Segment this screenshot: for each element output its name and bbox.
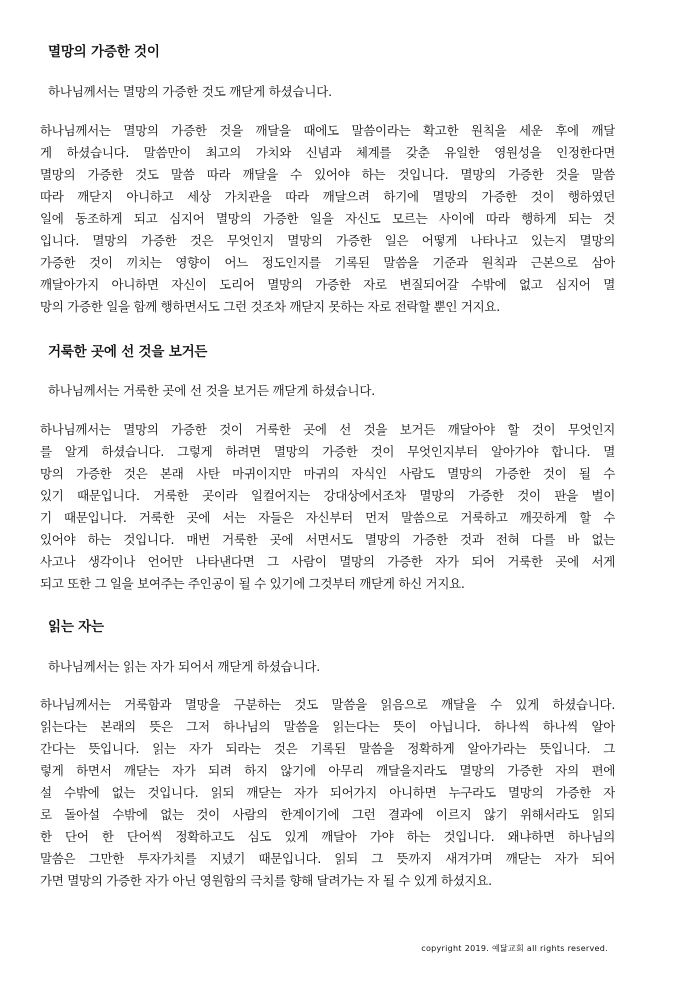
paragraph-line: 로 돌아설 수밖에 없는 것이 사람의 한계이기에 그런 결과에 이르지 않기 위해서라도 읽되: [40, 807, 615, 822]
paragraph-line: 일에 동조하게 되고 심지어 멸망의 가증한 일을 자신도 모르는 사이에 따라 행하게 되는 것: [40, 211, 615, 226]
paragraph-line: 깨달아가지 아니하면 자신이 도리어 멸망의 가증한 자로 변질되어갈 수밖에 없고 심지어 멸: [40, 277, 615, 292]
paragraph-line: 읽는다는 본래의 뜻은 그저 하나님의 말씀을 읽는다는 뜻이 아닙니다. 하나씩 하나씩 알아: [40, 719, 615, 734]
paragraph-line: 설 수밖에 없는 것입니다. 읽되 깨닫는 자가 되어가지 아니하면 누구라도 멸망의 가증한 자: [40, 785, 615, 800]
section-paragraph-2: [40, 419, 615, 595]
section-paragraph-3: [40, 694, 615, 892]
section-heading-3: 읽는 자는: [48, 619, 104, 635]
section-heading-2: 거룩한 곳에 선 것을 보거든: [48, 344, 208, 360]
section-intro-3: 하나님께서는 읽는 자가 되어서 깨닫게 하셨습니다.: [48, 659, 321, 674]
paragraph-line: 하나님께서는 멸망의 가증한 것을 깨달을 때에도 말씀이라는 확고한 원칙을 세운 후에 깨달: [40, 123, 615, 138]
paragraph-line: 망의 가증한 것은 본래 사탄 마귀이지만 마귀의 자식인 사람도 멸망의 가증한 것이 될 수: [40, 466, 615, 481]
section-intro-2: 하나님께서는 거룩한 곳에 선 것을 보거든 깨닫게 하셨습니다.: [48, 383, 376, 398]
paragraph-line: 되고 또한 그 일을 보여주는 주인공이 될 수 있기에 그것부터 깨닫게 하신 거지요.: [40, 576, 465, 591]
paragraph-line: 한 단어 한 단어씩 정확하고도 심도 있게 깨달아 가야 하는 것입니다. 왜냐하면 하나님의: [40, 829, 615, 844]
section-paragraph-1: [40, 120, 615, 318]
paragraph-line: 있어야 하는 것입니다. 매번 거룩한 곳에 서면서도 멸망의 가증한 것과 전혀 다를 바 없는: [40, 532, 615, 547]
paragraph-line: 게 하셨습니다. 말씀만이 최고의 가치와 신념과 체계를 갖춘 유일한 영원성을 인정한다면: [40, 145, 615, 160]
paragraph-line: 따라 깨닫지 아니하고 세상 가치관을 따라 깨달으려 하기에 멸망의 가증한 것이 행하였던: [40, 189, 615, 204]
paragraph-line: 말씀은 그만한 투자가치를 지녔기 때문입니다. 읽되 그 뜻까지 새겨가며 깨닫는 자가 되어: [40, 851, 615, 866]
paragraph-line: 있기 때문입니다. 거룩한 곳이라 일컬어지는 강대상에서조차 멸망의 가증한 것이 판을 벌이: [40, 488, 615, 503]
paragraph-line: 가증한 것이 끼치는 영향이 어느 정도인지를 기록된 말씀을 기준과 원칙과 근본으로 삼아: [40, 255, 615, 270]
section-intro-1: 하나님께서는 멸망의 가증한 것도 깨닫게 하셨습니다.: [48, 84, 332, 99]
paragraph-line: 기 때문입니다. 거룩한 곳에 서는 자들은 자신부터 먼저 말씀으로 거룩하고 깨끗하게 할 수: [40, 510, 615, 525]
section-heading-1: 멸망의 가증한 것이: [48, 44, 160, 60]
copyright-footer: copyright 2019. 예닮교회 all rights reserved.: [421, 944, 608, 953]
paragraph-line: 를 알게 하셨습니다. 그렇게 하려면 멸망의 가증한 것이 무엇인지부터 알아가야 합니다. 멸: [40, 444, 615, 459]
paragraph-line: 하나님께서는 멸망의 가증한 것이 거룩한 곳에 선 것을 보거든 깨달아야 할 것이 무엇인지: [40, 422, 615, 437]
paragraph-line: 가면 멸망의 가증한 자가 아닌 영원함의 극치를 향해 달려가는 자 될 수 있게 하셨지요.: [40, 873, 492, 888]
paragraph-line: 간다는 뜻입니다. 읽는 자가 되라는 것은 기록된 말씀을 정확하게 알아가라는 뜻입니다. 그: [40, 741, 615, 756]
paragraph-line: 사고나 생각이나 언어만 나타낸다면 그 사람이 멸망의 가증한 자가 되어 거룩한 곳에 서게: [40, 554, 615, 569]
paragraph-line: 하나님께서는 거룩함과 멸망을 구분하는 것도 말씀을 읽음으로 깨달을 수 있게 하셨습니다.: [40, 697, 615, 712]
paragraph-line: 멸망의 가증한 것도 말씀 따라 깨달을 수 있어야 하는 것입니다. 멸망의 가증한 것을 말씀: [40, 167, 615, 182]
paragraph-line: 입니다. 멸망의 가증한 것은 무엇인지 멸망의 가증한 일은 어떻게 나타나고 있는지 멸망의: [40, 233, 615, 248]
paragraph-line: 망의 가증한 일을 함께 행하면서도 그런 것조차 깨닫지 못하는 자로 전락할 뿐인 거지요.: [40, 299, 500, 314]
paragraph-line: 렇게 하면서 깨닫는 자가 되려 하지 않기에 아무리 깨달을지라도 멸망의 가증한 자의 편에: [40, 763, 615, 778]
